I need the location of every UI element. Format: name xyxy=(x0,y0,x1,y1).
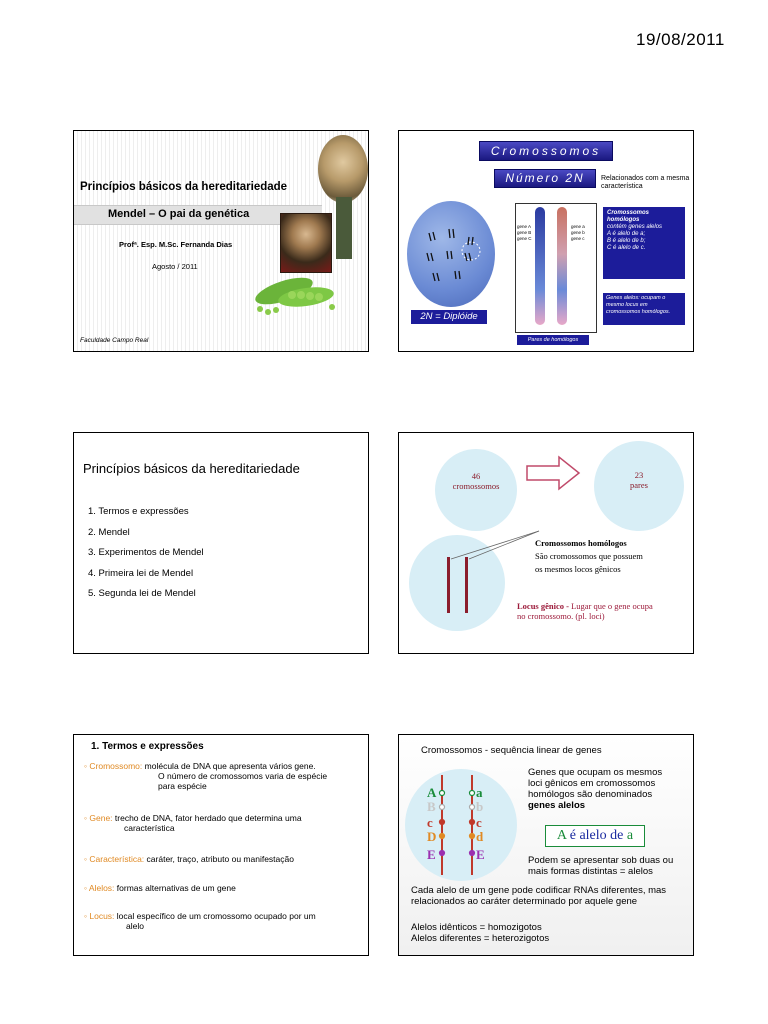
allele-letter-left: A xyxy=(427,785,437,800)
green-vertical-bar xyxy=(336,197,352,259)
mendel-portrait-oval xyxy=(318,135,368,203)
arrow-right-icon xyxy=(525,455,581,491)
list-item: 1. Termos e expressões xyxy=(88,506,189,517)
page-date: 19/08/2011 xyxy=(636,30,725,49)
zygosity-text: Alelos idênticos = homozigotos Alelos diferentes = heterozigotos xyxy=(411,922,550,944)
list-item: 5. Segunda lei de Mendel xyxy=(88,588,196,599)
number-2n-label: Número 2N xyxy=(494,169,596,188)
slide1-author: Profª. Esp. M.Sc. Fernanda Dias xyxy=(119,240,233,249)
allele-letter-right: a xyxy=(476,785,483,800)
alleles-note-box: Genes alelos: ocupam o mesmo locus em cromossomos homólogos. xyxy=(603,293,685,325)
gene-labels-left: gene A gene B gene C xyxy=(517,224,532,241)
diploid-label: 2N = Diplóide xyxy=(411,310,487,324)
chromosome-left xyxy=(535,207,545,325)
circle-23-text: 23 pares xyxy=(630,470,648,490)
slide6-heading: Cromossomos - sequência linear de genes xyxy=(421,745,602,756)
list-item: 2. Mendel xyxy=(88,526,130,538)
rna-text: Cada alelo de um gene pode codificar RNAs diferentes, mas relacionados ao caráter determinado por aquele gene xyxy=(411,885,667,907)
pointer-lines xyxy=(447,523,547,563)
mendel-portrait xyxy=(280,213,332,273)
locus-definition: Locus gênico - Lugar que o gene ocupa no cromossomo. (pl. loci) xyxy=(517,601,653,621)
locus-dots xyxy=(435,785,479,865)
pairs-caption: Pares de homólogos xyxy=(517,335,589,345)
slide3-title: Princípios básicos da hereditariedade xyxy=(83,461,300,476)
allele-letter-right: c xyxy=(476,815,482,830)
slide-alleles xyxy=(398,734,694,956)
allele-letter-left: B xyxy=(427,799,436,814)
slide-agenda xyxy=(73,432,369,654)
allele-box: A é alelo de a xyxy=(545,825,645,847)
slide-terms xyxy=(73,734,369,956)
term-item: ◦ Cromossomo: molécula de DNA que apresenta vários gene. O número de cromossomos varia de espécie para espécie xyxy=(84,761,328,791)
slide1-institution: Faculdade Campo Real xyxy=(80,337,149,344)
related-note: Relacionados com a mesma característica xyxy=(601,175,690,190)
slide1-subtitle: Mendel – O pai da genética xyxy=(108,208,250,220)
chromosome-photo xyxy=(515,203,597,333)
slide-homologous xyxy=(398,432,694,654)
list-item: 3. Experimentos de Mendel xyxy=(88,547,204,558)
allele-letter-right: d xyxy=(476,829,484,844)
term-item: ◦ Característica: caráter, traço, atributo ou manifestação xyxy=(84,854,294,864)
slide-title xyxy=(73,130,369,352)
gene-labels-right: gene a gene b gene c xyxy=(571,224,585,241)
pea-pods-image xyxy=(246,273,342,317)
forms-text: Podem se apresentar sob duas ou mais formas distintas = alelos xyxy=(528,855,674,877)
allele-letter-left: c xyxy=(427,815,433,830)
allele-letter-left: D xyxy=(427,829,437,844)
slide2-title: Cromossomos xyxy=(479,141,613,161)
circle-46-text: 46 cromossomos xyxy=(452,471,500,491)
slide-chromosomes xyxy=(398,130,694,352)
allele-letter-left: E xyxy=(427,847,436,862)
chromosome-glyphs xyxy=(419,223,489,293)
chromosome-line-left xyxy=(447,557,450,613)
homologous-box: Cromossomos homólogos contém genes alelos A é alelo de a; B é alelo de b; C é alelo de c. xyxy=(603,207,685,279)
agenda-list xyxy=(88,506,204,609)
chromosome-right xyxy=(557,207,567,325)
genes-alleles-text: Genes que ocupam os mesmos loci gênicos em cromossomos homólogos são denominados genes alelos xyxy=(528,767,663,811)
homologous-definition: Cromossomos homólogos São cromossomos que possuem os mesmos locos gênicos xyxy=(535,538,643,574)
slide1-title: Princípios básicos da hereditariedade xyxy=(80,181,288,193)
slide5-heading: 1. Termos e expressões xyxy=(91,741,204,752)
slide1-date: Agosto / 2011 xyxy=(152,262,198,271)
term-item: ◦ Alelos: formas alternativas de um gene xyxy=(84,883,236,893)
term-item: ◦ Locus: local específico de um cromossomo ocupado por um alelo xyxy=(84,911,316,931)
allele-letter-right: b xyxy=(476,799,484,814)
allele-letter-right: E xyxy=(476,847,485,862)
term-item: ◦ Gene: trecho de DNA, fator herdado que determina uma característica xyxy=(84,813,302,833)
list-item: 4. Primeira lei de Mendel xyxy=(88,567,194,579)
chromosome-line-right xyxy=(465,557,468,613)
